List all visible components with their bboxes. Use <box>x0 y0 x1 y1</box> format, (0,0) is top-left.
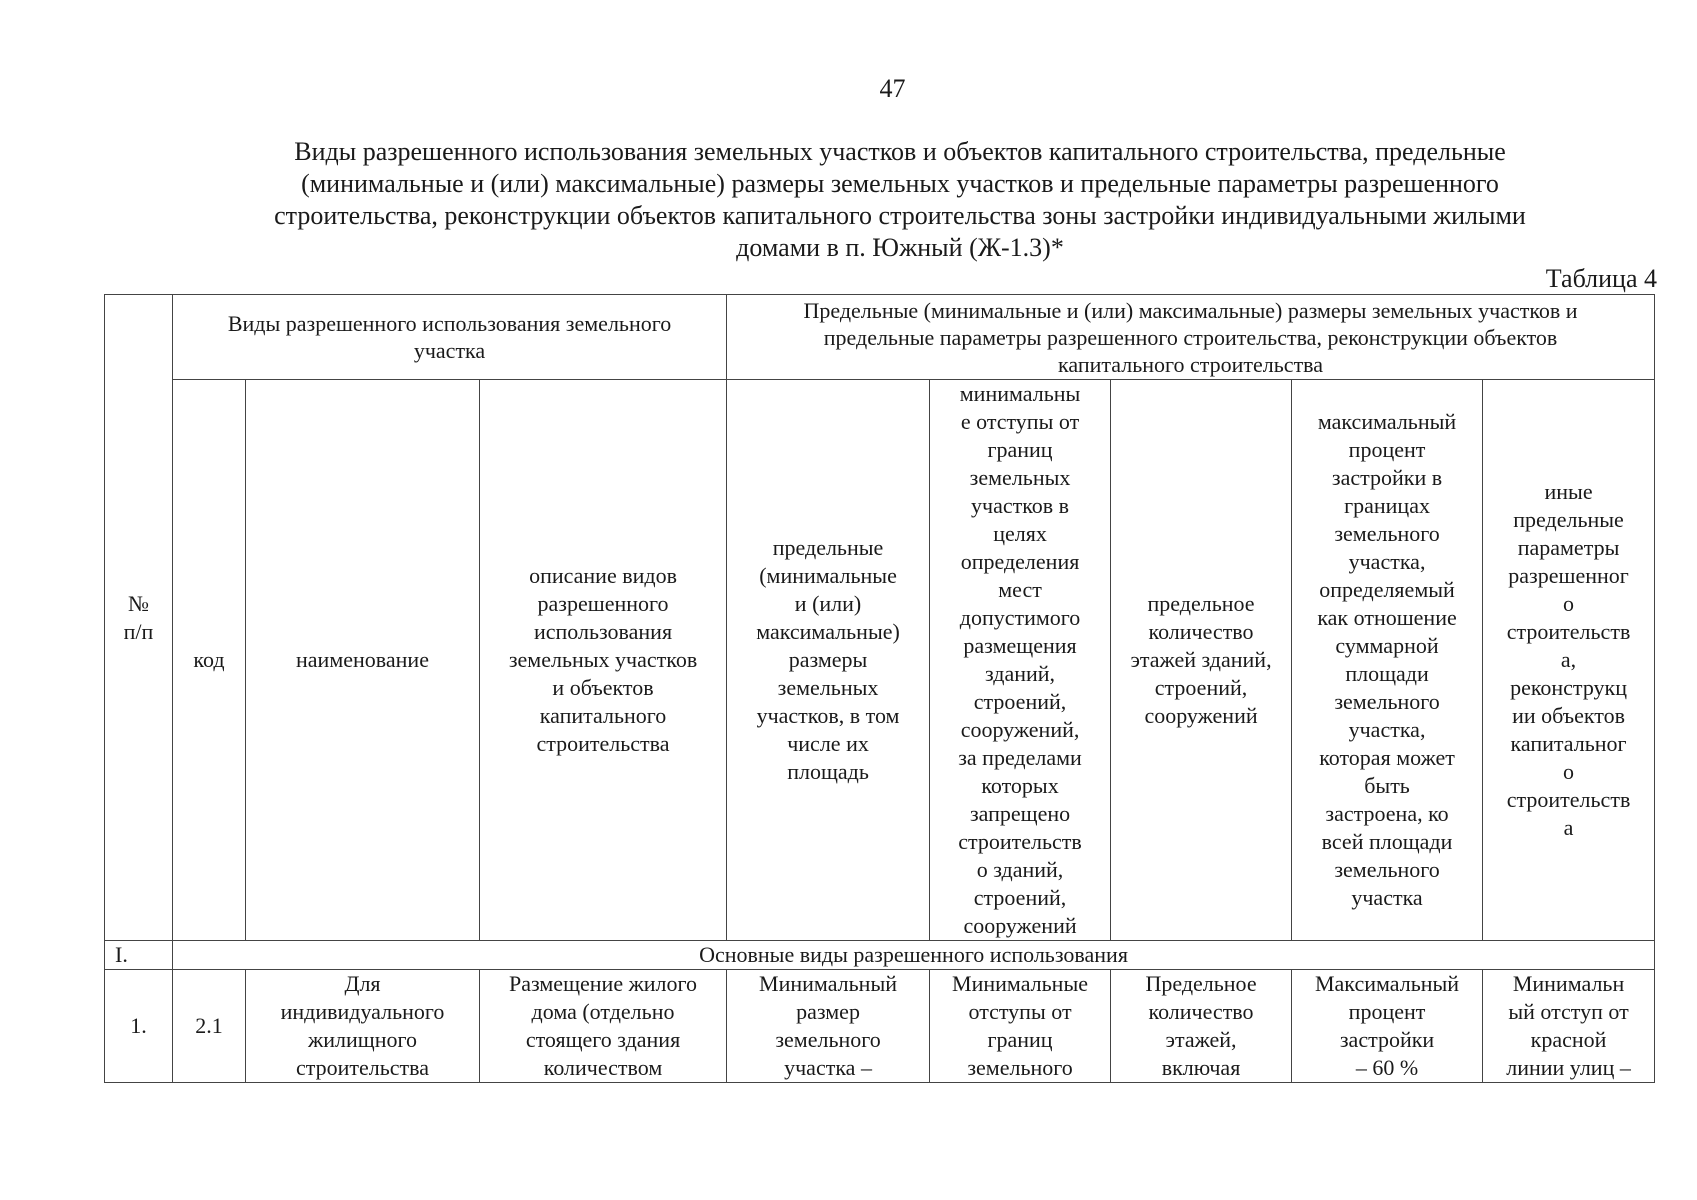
header-line: и (или) <box>794 591 862 616</box>
header-line: определения <box>960 549 1080 574</box>
row-other-params <box>1483 970 1655 1083</box>
header-line: застроена, ко <box>1325 801 1449 826</box>
header-line: как отношение <box>1317 605 1457 630</box>
cell-line: дома (отдельно <box>531 999 675 1024</box>
cell-line: стоящего здания <box>525 1027 681 1052</box>
cell-line: Минимальные <box>952 971 1088 996</box>
header-line: е отступы от <box>960 409 1080 434</box>
header-line: предельное <box>1147 591 1255 616</box>
title-line: (минимальные и (или) максимальные) размеры земельных участков и предельные параметры разрешенного <box>301 169 1499 198</box>
cell-line: этажей, <box>1165 1027 1237 1052</box>
cell-line: жилищного <box>308 1027 417 1052</box>
header-line: параметры <box>1517 535 1620 560</box>
cell-line: – 60 % <box>1355 1055 1419 1080</box>
cell-line: земельного <box>775 1027 881 1052</box>
header-line: сооружений, <box>960 717 1080 742</box>
section-label: Основные виды разрешенного использования <box>173 941 1655 970</box>
header-line: реконструкц <box>1510 675 1627 700</box>
header-line: использования <box>533 619 673 644</box>
cell-line: индивидуального <box>280 999 445 1024</box>
header-line: ии объектов <box>1512 703 1626 728</box>
header-line: которых <box>981 773 1059 798</box>
header-line: допустимого <box>959 605 1081 630</box>
cell-line: Предельное <box>1145 971 1257 996</box>
table-label: Таблица 4 <box>1545 264 1657 293</box>
section-number: I. <box>105 941 173 970</box>
header-line: участков в <box>971 493 1070 518</box>
header-line: земельных участков <box>508 647 698 672</box>
header-line: участка <box>1351 885 1423 910</box>
header-line: строительства <box>536 731 670 756</box>
title-line: Виды разрешенного использования земельных участков и объектов капитального строительства, предельные <box>294 137 1506 166</box>
header-code: код <box>173 380 246 941</box>
cell-line: Минимальн <box>1512 971 1625 996</box>
header-line: границах <box>1344 493 1430 518</box>
cell-line: включая <box>1161 1055 1241 1080</box>
header-line: минимальны <box>959 381 1081 406</box>
row-setbacks <box>930 970 1111 1083</box>
cell-line: Максимальный <box>1314 971 1460 996</box>
section-row <box>105 941 1655 970</box>
header-setbacks <box>930 380 1111 941</box>
header-line: земельного <box>1334 521 1440 546</box>
cell-line: размер <box>796 999 860 1024</box>
header-line: зданий, <box>984 661 1056 686</box>
header-line: предельные <box>1513 507 1624 532</box>
header-line: размеры <box>788 647 868 672</box>
header-line: площадь <box>787 759 869 784</box>
header-line: разрешенного <box>537 591 669 616</box>
header-line: капитальног <box>1510 731 1627 756</box>
cell-line: количество <box>1148 999 1254 1024</box>
header-description <box>480 380 727 941</box>
header-group-line: предельные параметры разрешенного строительства, реконструкции объектов <box>823 324 1558 350</box>
header-line: разрешенног <box>1508 563 1629 588</box>
zoning-table <box>104 294 1655 1083</box>
cell-line: земельного <box>967 1055 1073 1080</box>
row-percent <box>1292 970 1483 1083</box>
header-line: мест <box>998 577 1042 602</box>
page-number: 47 <box>879 74 906 103</box>
cell-line: строительства <box>295 1055 430 1080</box>
header-line: сооружений <box>963 913 1077 938</box>
header-line: размещения <box>963 633 1077 658</box>
header-group-line: Виды разрешенного использования земельного <box>227 311 672 336</box>
cell-line: участка – <box>784 1055 872 1080</box>
header-line: (минимальные <box>759 563 897 588</box>
header-line: площади <box>1345 661 1429 686</box>
row-code: 2.1 <box>173 970 246 1083</box>
header-line: строений, <box>1154 675 1248 700</box>
header-line: процент <box>1348 437 1426 462</box>
header-line: определяемый <box>1319 577 1455 602</box>
cell-line: линии улиц – <box>1506 1055 1631 1080</box>
header-line: сооружений <box>1144 703 1258 728</box>
header-line: всей площади <box>1321 829 1453 854</box>
header-line: которая может <box>1319 745 1455 770</box>
header-other-params <box>1483 380 1655 941</box>
header-line: о <box>1563 591 1575 616</box>
header-name: наименование <box>246 380 480 941</box>
header-line: строительств <box>1506 787 1631 812</box>
header-line: а <box>1563 815 1574 840</box>
header-size <box>727 380 930 941</box>
header-percent <box>1292 380 1483 941</box>
header-line: о зданий, <box>976 857 1064 882</box>
header-line: а, <box>1560 647 1577 672</box>
header-line: земельного <box>1334 689 1440 714</box>
header-group-line: участка <box>413 338 486 363</box>
document-title <box>218 136 1582 264</box>
header-line: строительств <box>1506 619 1631 644</box>
header-line: за пределами <box>958 745 1082 770</box>
cell-line: Для <box>344 971 381 996</box>
header-group-line: Предельные (минимальные и (или) максимальные) размеры земельных участков и <box>803 297 1578 323</box>
header-line: предельные <box>772 535 884 560</box>
header-group-line: капитального строительства <box>1058 351 1324 377</box>
cell-line: процент <box>1348 999 1426 1024</box>
header-line: этажей зданий, <box>1130 647 1272 672</box>
header-group-permitted-use <box>173 295 727 380</box>
title-line: домами в п. Южный (Ж-1.3)* <box>736 233 1064 262</box>
header-line: описание видов <box>529 563 677 588</box>
header-line: максимальные) <box>756 619 900 644</box>
header-line: строительств <box>958 829 1082 854</box>
header-line: иные <box>1544 479 1593 504</box>
header-line: границ <box>987 437 1053 462</box>
header-line: числе их <box>787 731 869 756</box>
header-line: земельных <box>969 465 1071 490</box>
row-size <box>727 970 930 1083</box>
row-number: 1. <box>105 970 173 1083</box>
header-number-line: п/п <box>123 618 154 644</box>
header-line: и объектов <box>552 675 654 700</box>
header-floors <box>1111 380 1292 941</box>
row-name <box>246 970 480 1083</box>
header-line: строений, <box>973 885 1067 910</box>
cell-line: Размещение жилого <box>509 971 698 996</box>
header-number-line: № <box>128 590 149 616</box>
row-description <box>480 970 727 1083</box>
header-line: быть <box>1364 773 1410 798</box>
header-line: застройки в <box>1331 465 1443 490</box>
table-row <box>105 970 1655 1083</box>
header-line: капитального <box>539 703 667 728</box>
cell-line: Минимальный <box>759 971 897 996</box>
cell-line: количеством <box>543 1055 663 1080</box>
header-line: строений, <box>973 689 1067 714</box>
cell-line: красной <box>1530 1027 1607 1052</box>
cell-line: застройки <box>1339 1027 1435 1052</box>
header-line: земельных <box>777 675 879 700</box>
header-line: целях <box>993 521 1047 546</box>
header-group-limit-params <box>727 295 1655 380</box>
cell-line: отступы от <box>968 999 1072 1024</box>
header-line: земельного <box>1334 857 1440 882</box>
header-line: участка, <box>1348 717 1426 742</box>
header-line: максимальный <box>1317 409 1457 434</box>
cell-line: ый отступ от <box>1508 999 1629 1024</box>
header-line: участка, <box>1348 549 1426 574</box>
header-line: запрещено <box>969 801 1071 826</box>
header-line: о <box>1563 759 1575 784</box>
header-line: участков, в том <box>756 703 900 728</box>
header-line: количество <box>1148 619 1254 644</box>
header-number <box>105 295 173 941</box>
title-line: строительства, реконструкции объектов капитального строительства зоны застройки индивидуальными жилыми <box>274 201 1526 230</box>
cell-line: границ <box>987 1027 1053 1052</box>
row-floors <box>1111 970 1292 1083</box>
header-line: суммарной <box>1335 633 1439 658</box>
